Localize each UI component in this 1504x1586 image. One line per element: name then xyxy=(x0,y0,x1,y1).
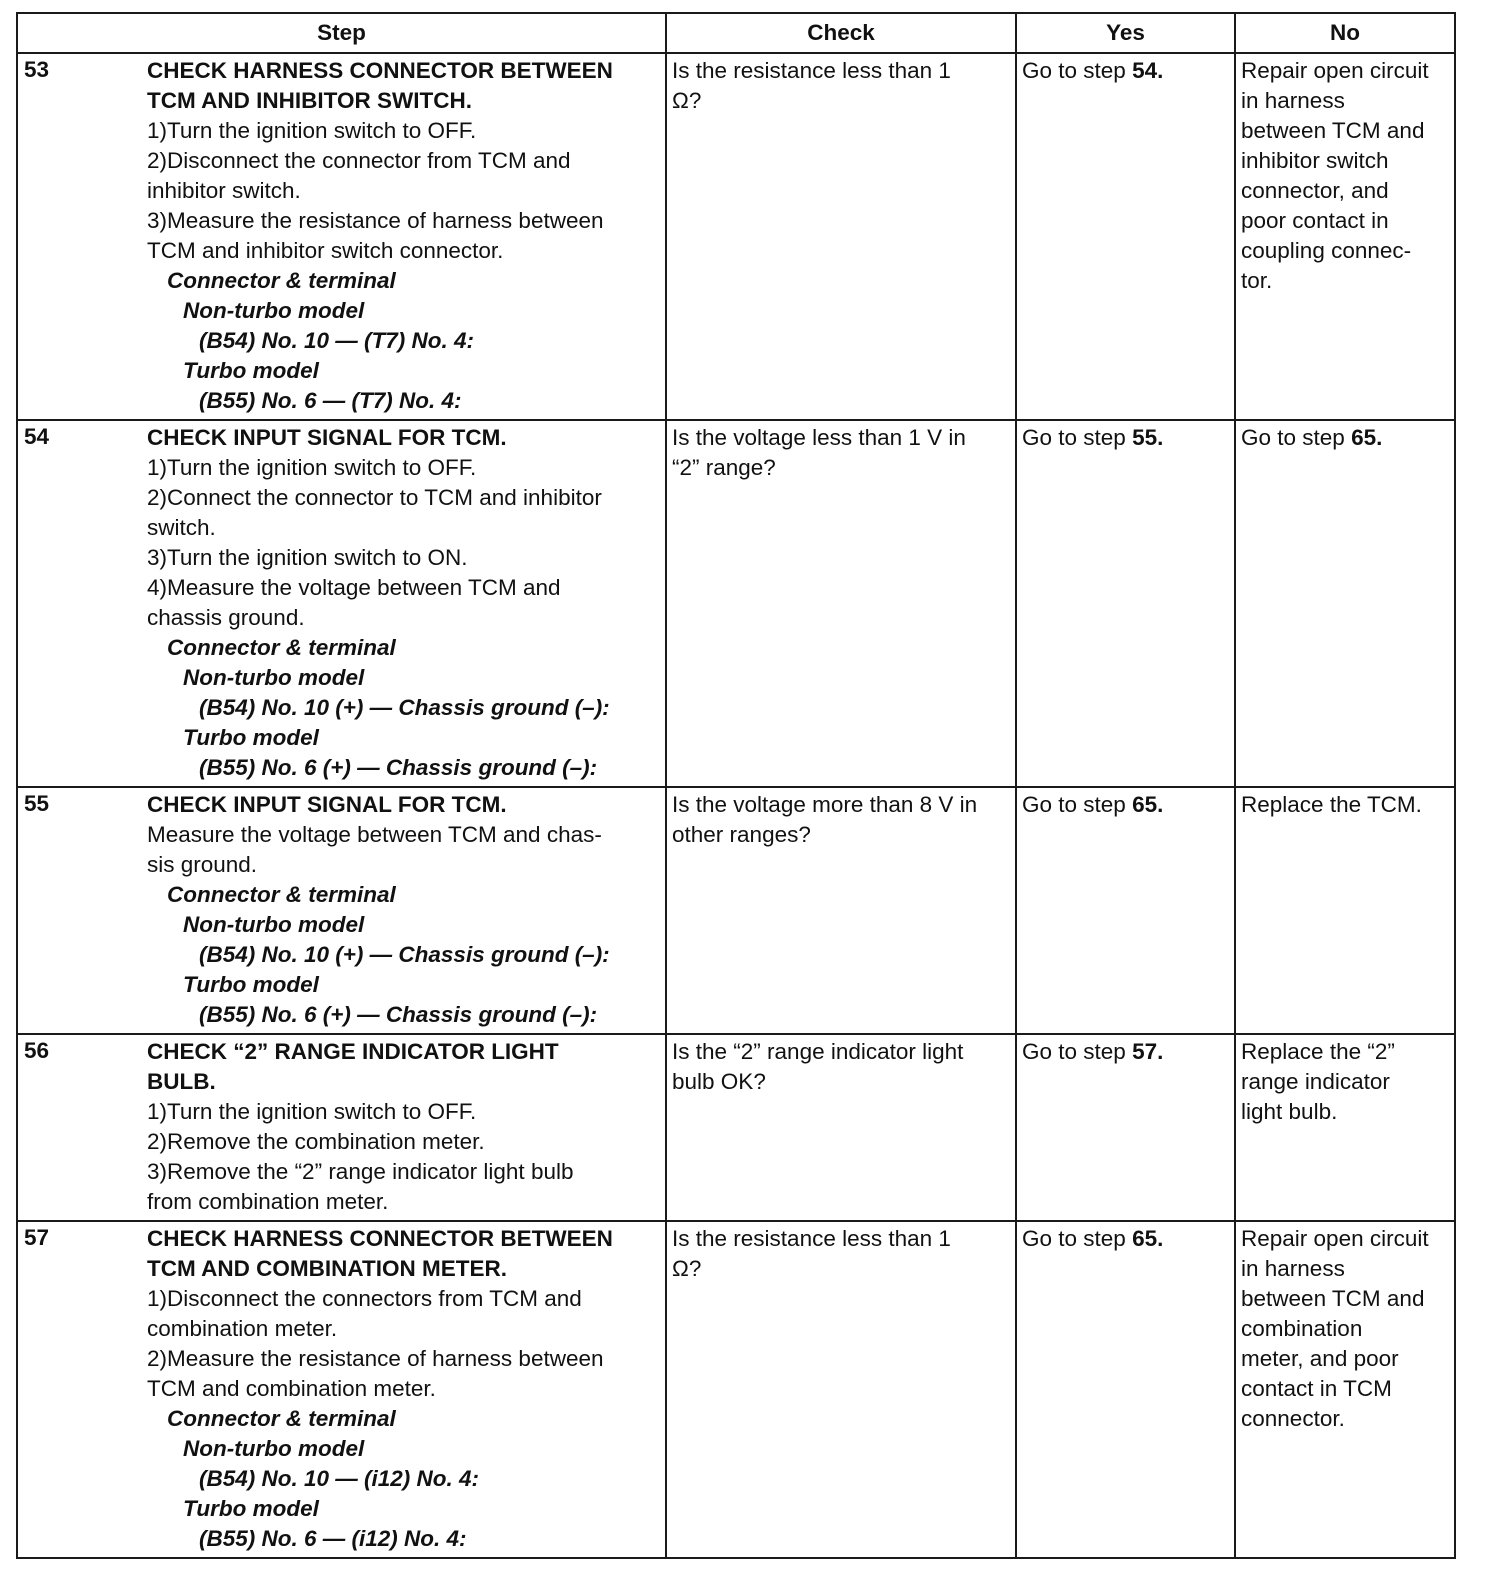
no-action-line: in harness xyxy=(1241,1256,1345,1281)
no-action-line: inhibitor switch xyxy=(1241,148,1389,173)
step-instruction-line: inhibitor switch. xyxy=(147,178,301,203)
step-instruction-line: 3)Remove the “2” range indicator light bulb xyxy=(147,1159,574,1184)
no-cell xyxy=(1235,420,1455,787)
check-question-line: Is the voltage more than 8 V in xyxy=(672,792,978,817)
yes-step-ref: 65. xyxy=(1132,792,1164,817)
step-instruction-line: 2)Disconnect the connector from TCM and xyxy=(147,148,571,173)
check-question-line: Is the “2” range indicator light xyxy=(672,1039,964,1064)
connector-terminal-line: Turbo model xyxy=(183,358,319,383)
step-instruction-line: 1)Turn the ignition switch to OFF. xyxy=(147,1099,477,1124)
yes-cell xyxy=(1016,420,1235,787)
step-number: 54 xyxy=(24,424,50,449)
yes-cell xyxy=(1016,53,1235,420)
step-title-line: CHECK HARNESS CONNECTOR BETWEEN xyxy=(147,1226,613,1251)
step-title-line: TCM AND COMBINATION METER. xyxy=(147,1256,507,1281)
yes-action-text: Go to step xyxy=(1022,1039,1133,1064)
no-action-line: contact in TCM xyxy=(1241,1376,1392,1401)
header-step: Step xyxy=(17,13,666,53)
no-action-line: Repair open circuit xyxy=(1241,58,1429,83)
step-instruction-line: 3)Turn the ignition switch to ON. xyxy=(147,545,468,570)
yes-action-text: Go to step xyxy=(1022,792,1133,817)
step-title-line: CHECK INPUT SIGNAL FOR TCM. xyxy=(147,792,507,817)
step-number-cell xyxy=(17,53,142,420)
step-instruction-line: 1)Disconnect the connectors from TCM and xyxy=(147,1286,582,1311)
step-number: 57 xyxy=(24,1225,50,1250)
no-action-line: coupling connec- xyxy=(1241,238,1412,263)
step-instruction-line: 1)Turn the ignition switch to OFF. xyxy=(147,118,477,143)
check-cell xyxy=(666,53,1016,420)
step-instruction-line: 2)Remove the combination meter. xyxy=(147,1129,485,1154)
yes-step-ref: 54. xyxy=(1132,58,1164,83)
yes-action-text: Go to step xyxy=(1022,1226,1133,1251)
no-action-line: light bulb. xyxy=(1241,1099,1338,1124)
check-cell xyxy=(666,1221,1016,1558)
yes-step-ref: 55. xyxy=(1132,425,1164,450)
step-instruction-line: 4)Measure the voltage between TCM and xyxy=(147,575,561,600)
no-cell xyxy=(1235,53,1455,420)
connector-terminal-line: Non-turbo model xyxy=(183,298,365,323)
connector-terminal-line: Connector & terminal xyxy=(167,635,396,660)
connector-terminal-line: (B55) No. 6 (+) — Chassis ground (–): xyxy=(199,1002,598,1027)
step-cell xyxy=(142,787,666,1034)
no-cell xyxy=(1235,1221,1455,1558)
step-cell xyxy=(142,1221,666,1558)
no-action-line: connector, and xyxy=(1241,178,1389,203)
step-instruction-line: switch. xyxy=(147,515,216,540)
yes-action-text: Go to step xyxy=(1022,58,1133,83)
no-cell xyxy=(1235,787,1455,1034)
connector-terminal-line: (B54) No. 10 (+) — Chassis ground (–): xyxy=(199,695,610,720)
no-action-line: range indicator xyxy=(1241,1069,1390,1094)
step-number: 53 xyxy=(24,57,50,82)
table-row xyxy=(17,420,1455,787)
connector-terminal-line: (B55) No. 6 — (T7) No. 4: xyxy=(199,388,462,413)
check-question-line: Ω? xyxy=(672,88,702,113)
step-number-cell xyxy=(17,787,142,1034)
connector-terminal-line: (B54) No. 10 (+) — Chassis ground (–): xyxy=(199,942,610,967)
step-instruction-line: 2)Connect the connector to TCM and inhibitor xyxy=(147,485,602,510)
connector-terminal-line: Turbo model xyxy=(183,725,319,750)
no-action-text: Go to step xyxy=(1241,425,1352,450)
step-cell xyxy=(142,420,666,787)
no-action-line: between TCM and xyxy=(1241,1286,1425,1311)
step-number-cell xyxy=(17,420,142,787)
no-action-line: poor contact in xyxy=(1241,208,1389,233)
connector-terminal-line: Connector & terminal xyxy=(167,882,396,907)
no-action-line: between TCM and xyxy=(1241,118,1425,143)
yes-cell xyxy=(1016,787,1235,1034)
no-action-line: connector. xyxy=(1241,1406,1345,1431)
connector-terminal-line: Turbo model xyxy=(183,1496,319,1521)
step-instruction-line: TCM and inhibitor switch connector. xyxy=(147,238,504,263)
step-title-line: CHECK HARNESS CONNECTOR BETWEEN xyxy=(147,58,613,83)
header-row xyxy=(17,13,1455,53)
connector-terminal-line: (B55) No. 6 — (i12) No. 4: xyxy=(199,1526,467,1551)
step-number-cell xyxy=(17,1221,142,1558)
step-instruction-line: sis ground. xyxy=(147,852,258,877)
step-title-line: CHECK INPUT SIGNAL FOR TCM. xyxy=(147,425,507,450)
check-question-line: Is the resistance less than 1 xyxy=(672,58,951,83)
step-instruction-line: 2)Measure the resistance of harness between xyxy=(147,1346,604,1371)
step-instruction-line: 3)Measure the resistance of harness between xyxy=(147,208,604,233)
header-no: No xyxy=(1235,13,1455,53)
connector-terminal-line: Non-turbo model xyxy=(183,665,365,690)
connector-terminal-line: Non-turbo model xyxy=(183,1436,365,1461)
yes-cell xyxy=(1016,1221,1235,1558)
yes-step-ref: 57. xyxy=(1132,1039,1164,1064)
check-cell xyxy=(666,787,1016,1034)
yes-cell xyxy=(1016,1034,1235,1221)
step-instruction-line: combination meter. xyxy=(147,1316,338,1341)
connector-terminal-line: Non-turbo model xyxy=(183,912,365,937)
step-instruction-line: from combination meter. xyxy=(147,1189,389,1214)
header-yes: Yes xyxy=(1016,13,1235,53)
check-question-line: bulb OK? xyxy=(672,1069,766,1094)
check-cell xyxy=(666,420,1016,787)
diagnostic-table xyxy=(16,12,1456,1559)
step-number: 56 xyxy=(24,1038,50,1063)
check-question-line: Is the resistance less than 1 xyxy=(672,1226,951,1251)
connector-terminal-line: (B54) No. 10 — (i12) No. 4: xyxy=(199,1466,480,1491)
table-row xyxy=(17,1221,1455,1558)
no-action-line: in harness xyxy=(1241,88,1345,113)
no-step-ref: 65. xyxy=(1351,425,1383,450)
step-instruction-line: chassis ground. xyxy=(147,605,305,630)
table-row xyxy=(17,1034,1455,1221)
step-cell xyxy=(142,1034,666,1221)
step-title-line: CHECK “2” RANGE INDICATOR LIGHT xyxy=(147,1039,559,1064)
step-instruction-line: Measure the voltage between TCM and chas- xyxy=(147,822,602,847)
table-row xyxy=(17,787,1455,1034)
header-check: Check xyxy=(666,13,1016,53)
no-action-line: meter, and poor xyxy=(1241,1346,1399,1371)
step-cell xyxy=(142,53,666,420)
connector-terminal-line: (B55) No. 6 (+) — Chassis ground (–): xyxy=(199,755,598,780)
table-row xyxy=(17,53,1455,420)
step-title-line: BULB. xyxy=(147,1069,216,1094)
step-title-line: TCM AND INHIBITOR SWITCH. xyxy=(147,88,472,113)
connector-terminal-line: (B54) No. 10 — (T7) No. 4: xyxy=(199,328,475,353)
check-question-line: Ω? xyxy=(672,1256,702,1281)
no-action-line: Repair open circuit xyxy=(1241,1226,1429,1251)
yes-action-text: Go to step xyxy=(1022,425,1133,450)
check-question-line: other ranges? xyxy=(672,822,811,847)
check-question-line: Is the voltage less than 1 V in xyxy=(672,425,966,450)
step-instruction-line: 1)Turn the ignition switch to OFF. xyxy=(147,455,477,480)
connector-terminal-line: Turbo model xyxy=(183,972,319,997)
connector-terminal-line: Connector & terminal xyxy=(167,1406,396,1431)
check-cell xyxy=(666,1034,1016,1221)
step-number-cell xyxy=(17,1034,142,1221)
no-action-line: tor. xyxy=(1241,268,1273,293)
no-action-line: combination xyxy=(1241,1316,1363,1341)
no-action-line: Replace the “2” xyxy=(1241,1039,1395,1064)
step-instruction-line: TCM and combination meter. xyxy=(147,1376,436,1401)
connector-terminal-line: Connector & terminal xyxy=(167,268,396,293)
no-action-line: Replace the TCM. xyxy=(1241,792,1422,817)
yes-step-ref: 65. xyxy=(1132,1226,1164,1251)
step-number: 55 xyxy=(24,791,50,816)
check-question-line: “2” range? xyxy=(672,455,776,480)
no-cell xyxy=(1235,1034,1455,1221)
